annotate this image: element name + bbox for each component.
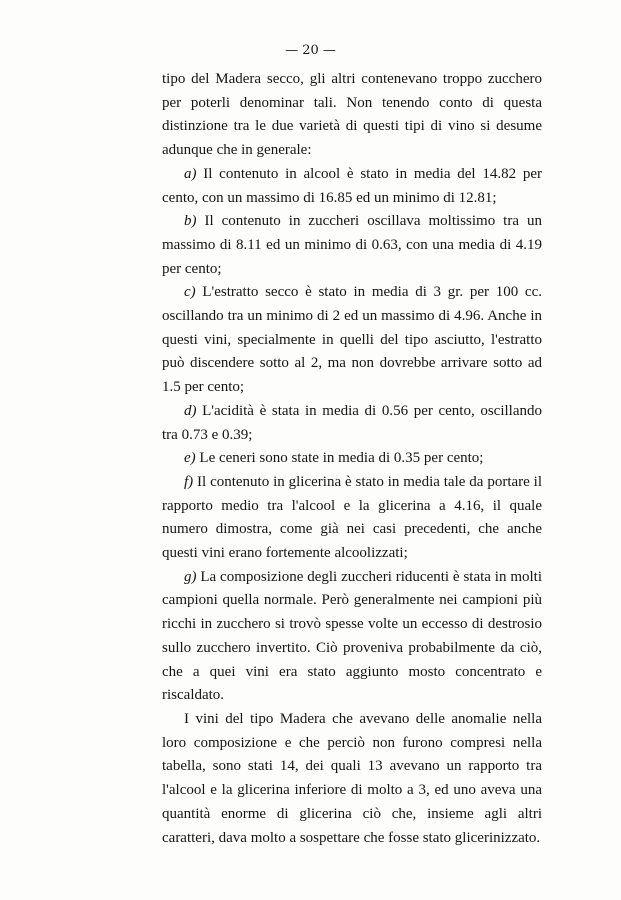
item-label: d) — [184, 402, 197, 419]
item-text: Il contenuto in zuccheri oscillava moltissimo tra un massimo di 8.11 ed un minimo di 0.63, con una media di 4.19 per cento; — [162, 213, 542, 277]
item-text: La composizione degli zuccheri riducenti è stata in molti campioni quella normale. Però generalmente nei campioni più ricchi in zucchero si trovò spesse volte un eccesso di destrosio sullo zucchero invertito. Ciò proveniva probabilmente da ciò, che a quei vini era stato aggiunto mosto concentrato e riscaldato. — [162, 568, 542, 704]
body-text — [162, 68, 542, 850]
closing-paragraph: I vini del tipo Madera che avevano delle anomalie nella loro composizione e che perciò non furono compresi nella tabella, sono stati 14, dei quali 13 avevano un rapporto tra l'alcool e la glicerina inferiore di molto a 3, ed uno aveva una quantità enorme di glicerina ciò che, insieme agli altri caratteri, dava molto a sospettare che fosse stato glicerinizzato. — [162, 710, 542, 846]
list-item-c — [162, 281, 542, 400]
page-number: — 20 — — [285, 43, 336, 58]
item-label: c) — [184, 284, 196, 301]
list-item-e — [162, 447, 542, 471]
item-text: L'estratto secco è stato in media di 3 gr. per 100 cc. oscillando tra un minimo di 2 ed un massimo di 4.96. Anche in questi vini, specialmente in quelli del tipo asciutto, l'estratto può discendere sotto al 2, ma non dovrebbe arrivare sotto ad 1.5 per cento; — [162, 284, 542, 396]
item-label: f) — [184, 473, 194, 490]
list-item-g — [162, 566, 542, 708]
item-label: e) — [184, 450, 196, 467]
item-text: L'acidità è stata in media di 0.56 per cento, oscillando tra 0.73 e 0.39; — [162, 402, 542, 443]
list-item-f — [162, 471, 542, 566]
item-label: g) — [184, 568, 197, 585]
list-item-d — [162, 400, 542, 447]
item-label: a) — [184, 165, 197, 182]
intro-paragraph: tipo del Madera secco, gli altri contenevano troppo zucchero per poterli denominar tali. Non tenendo conto di questa distinzione tra le due varietà di questi tipi di vino si desume adunque che in generale: — [162, 71, 542, 159]
item-label: b) — [184, 213, 197, 230]
item-text: Le ceneri sono state in media di 0.35 per cento; — [195, 450, 484, 467]
item-text: Il contenuto in alcool è stato in media del 14.82 per cento, con un massimo di 16.85 ed un minimo di 12.81; — [162, 165, 542, 206]
item-text: Il contenuto in glicerina è stato in media tale da portare il rapporto medio tra l'alcool e la glicerina a 4.16, il quale numero dimostra, come già nei casi precedenti, che anche questi vini erano fortemente alcoolizzati; — [162, 473, 542, 562]
list-item-a — [162, 163, 542, 210]
list-item-b — [162, 210, 542, 281]
